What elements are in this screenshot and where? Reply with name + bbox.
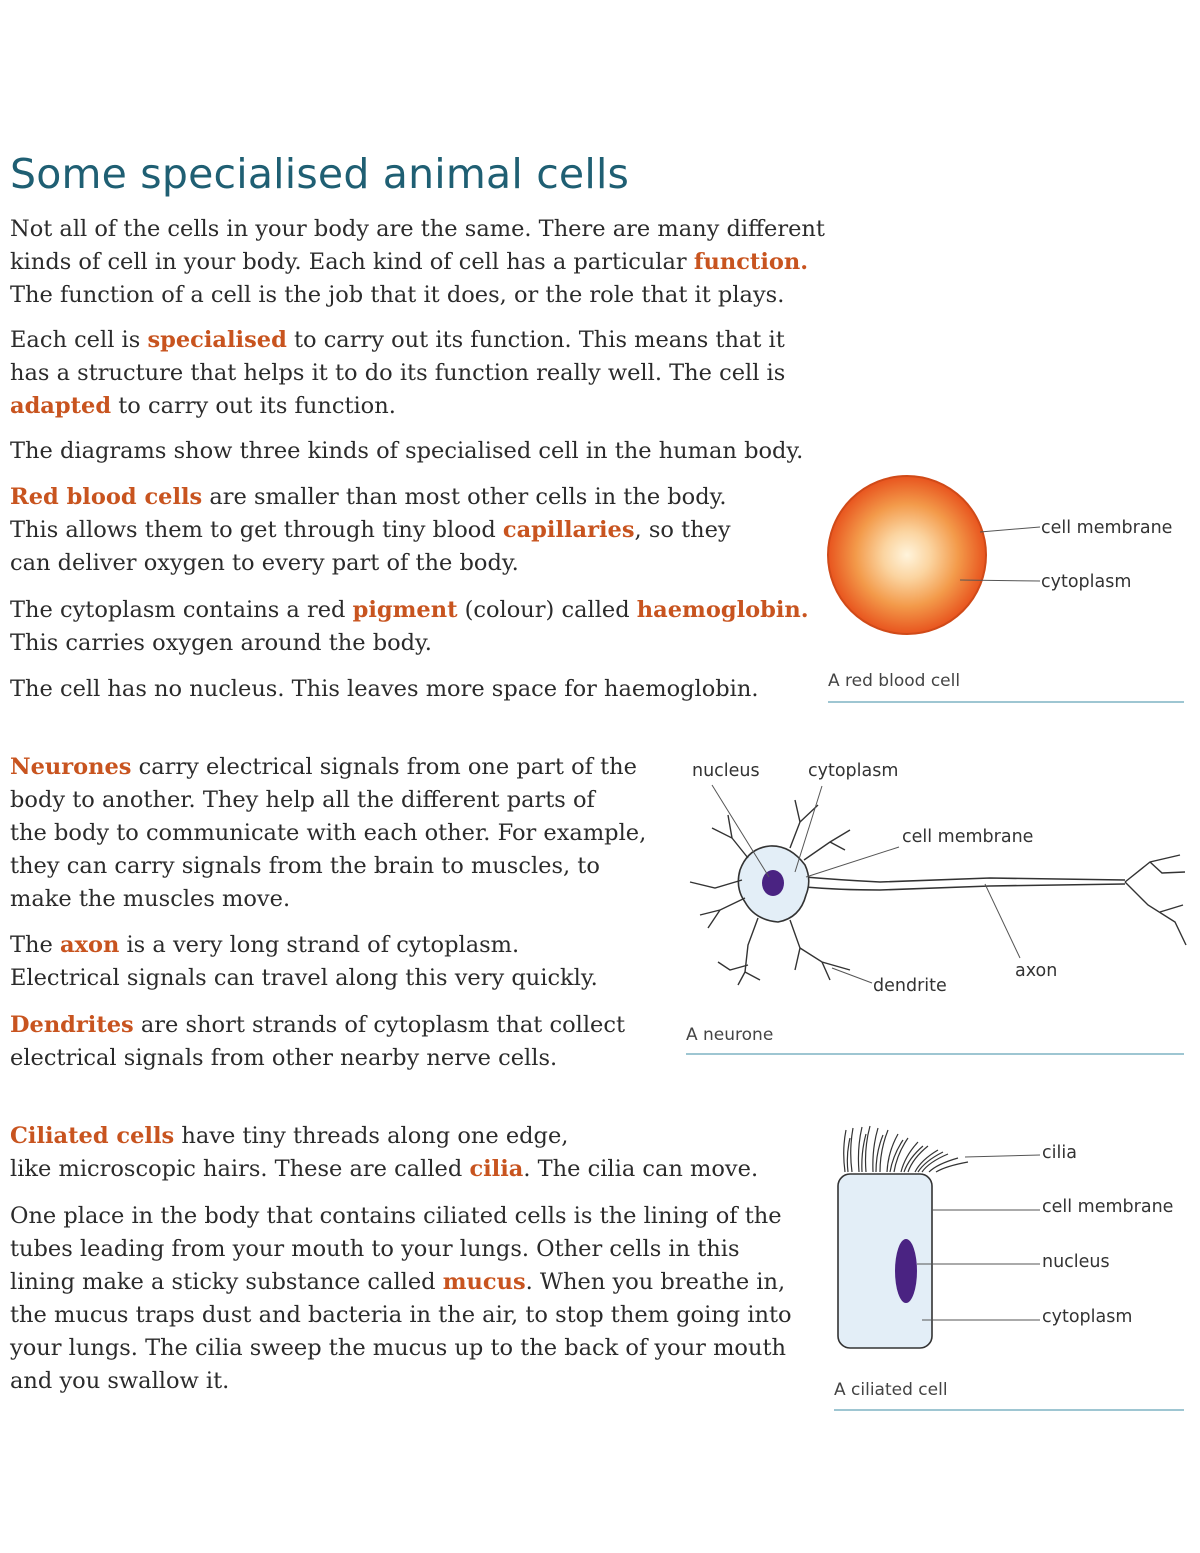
term-neurones: Neurones bbox=[10, 754, 132, 780]
intro-paragraph-2: Each cell is specialised to carry out its function. This means that it has a structure that helps it to do its function really well. The cell is adapted to carry out its function. bbox=[10, 327, 786, 419]
rbc-caption: A red blood cell bbox=[828, 671, 961, 691]
intro-paragraph-3: The diagrams show three kinds of specialised cell in the human body. bbox=[10, 438, 804, 464]
rbc-paragraph-1: Red blood cells are smaller than most other cells in the body. This allows them to get through tiny blood capillaries, so they can deliver oxygen to every part of the body. bbox=[10, 484, 731, 576]
page-title: Some specialised animal cells bbox=[10, 150, 630, 198]
intro-paragraph-1: Not all of the cells in your body are the same. There are many different kinds of cell in your body. Each kind of cell has a particular function. The function of a cell is the job that it does, or the role that it plays. bbox=[10, 216, 825, 308]
term-function: function bbox=[693, 249, 801, 275]
neurone-label-nucleus: nucleus bbox=[692, 761, 760, 781]
term-dendrites: Dendrites bbox=[10, 1012, 134, 1038]
ciliated-label-nucleus: nucleus bbox=[1042, 1252, 1110, 1272]
term-pigment: pigment bbox=[352, 597, 458, 623]
red-blood-cell bbox=[828, 476, 986, 634]
term-specialised: specialised bbox=[147, 327, 287, 353]
neurone-paragraph-3: Dendrites are short strands of cytoplasm that collect electrical signals from other nearby nerve cells. bbox=[10, 1012, 625, 1071]
neurone-label-cytoplasm: cytoplasm bbox=[808, 761, 899, 781]
neurone-diagram bbox=[686, 761, 1186, 1054]
ciliated-cell-diagram bbox=[834, 1126, 1184, 1410]
term-red-blood-cells: Red blood cells bbox=[10, 484, 203, 510]
term-axon: axon bbox=[59, 932, 120, 958]
neurone-label-axon: axon bbox=[1015, 961, 1058, 981]
neurone-label-dendrite: dendrite bbox=[873, 976, 947, 996]
ciliated-label-cytoplasm: cytoplasm bbox=[1042, 1307, 1133, 1327]
rbc-paragraph-3: The cell has no nucleus. This leaves more space for haemoglobin. bbox=[10, 676, 759, 702]
rbc-label-cell-membrane: cell membrane bbox=[1041, 518, 1173, 538]
neurone-paragraph-1: Neurones carry electrical signals from one part of the body to another. They help all the different parts of the body to communicate with each other. For example, they can carry signals from the brain to muscles, to make the muscles move. bbox=[10, 754, 647, 912]
term-adapted: adapted bbox=[10, 393, 112, 419]
neurone-paragraph-2: The axon is a very long strand of cytoplasm. Electrical signals can travel along this very quickly. bbox=[10, 932, 598, 991]
red-blood-cell-diagram bbox=[828, 476, 1184, 702]
ciliated-label-cell-membrane: cell membrane bbox=[1042, 1197, 1174, 1217]
term-haemoglobin: haemoglobin bbox=[636, 597, 801, 623]
ciliated-label-cilia: cilia bbox=[1042, 1143, 1077, 1163]
ciliated-paragraph-2: One place in the body that contains ciliated cells is the lining of the tubes leading from your mouth to your lungs. Other cells in this lining make a sticky substance called mucus. When you breathe in, the mucus traps dust and bacteria in the air, to stop them going into your lungs. The cilia sweep the mucus up to the back of your mouth and you swallow it. bbox=[10, 1203, 792, 1394]
rbc-paragraph-2: The cytoplasm contains a red pigment (colour) called haemoglobin. This carries oxygen around the body. bbox=[10, 597, 809, 656]
neurone-nucleus bbox=[762, 870, 784, 896]
ciliated-paragraph-1: Ciliated cells have tiny threads along one edge, like microscopic hairs. These are called cilia. The cilia can move. bbox=[10, 1123, 759, 1182]
ciliated-caption: A ciliated cell bbox=[834, 1380, 948, 1400]
rbc-label-cytoplasm: cytoplasm bbox=[1041, 572, 1132, 592]
ciliated-nucleus bbox=[895, 1239, 917, 1303]
term-ciliated-cells: Ciliated cells bbox=[10, 1123, 175, 1149]
term-cilia: cilia bbox=[469, 1156, 524, 1182]
term-capillaries: capillaries bbox=[502, 517, 635, 543]
neurone-axon bbox=[805, 877, 1125, 882]
term-mucus: mucus bbox=[442, 1269, 526, 1295]
cilia bbox=[844, 1126, 968, 1172]
ciliated-cell-body bbox=[838, 1174, 932, 1348]
neurone-label-cell-membrane: cell membrane bbox=[902, 827, 1034, 847]
neurone-caption: A neurone bbox=[686, 1025, 774, 1045]
